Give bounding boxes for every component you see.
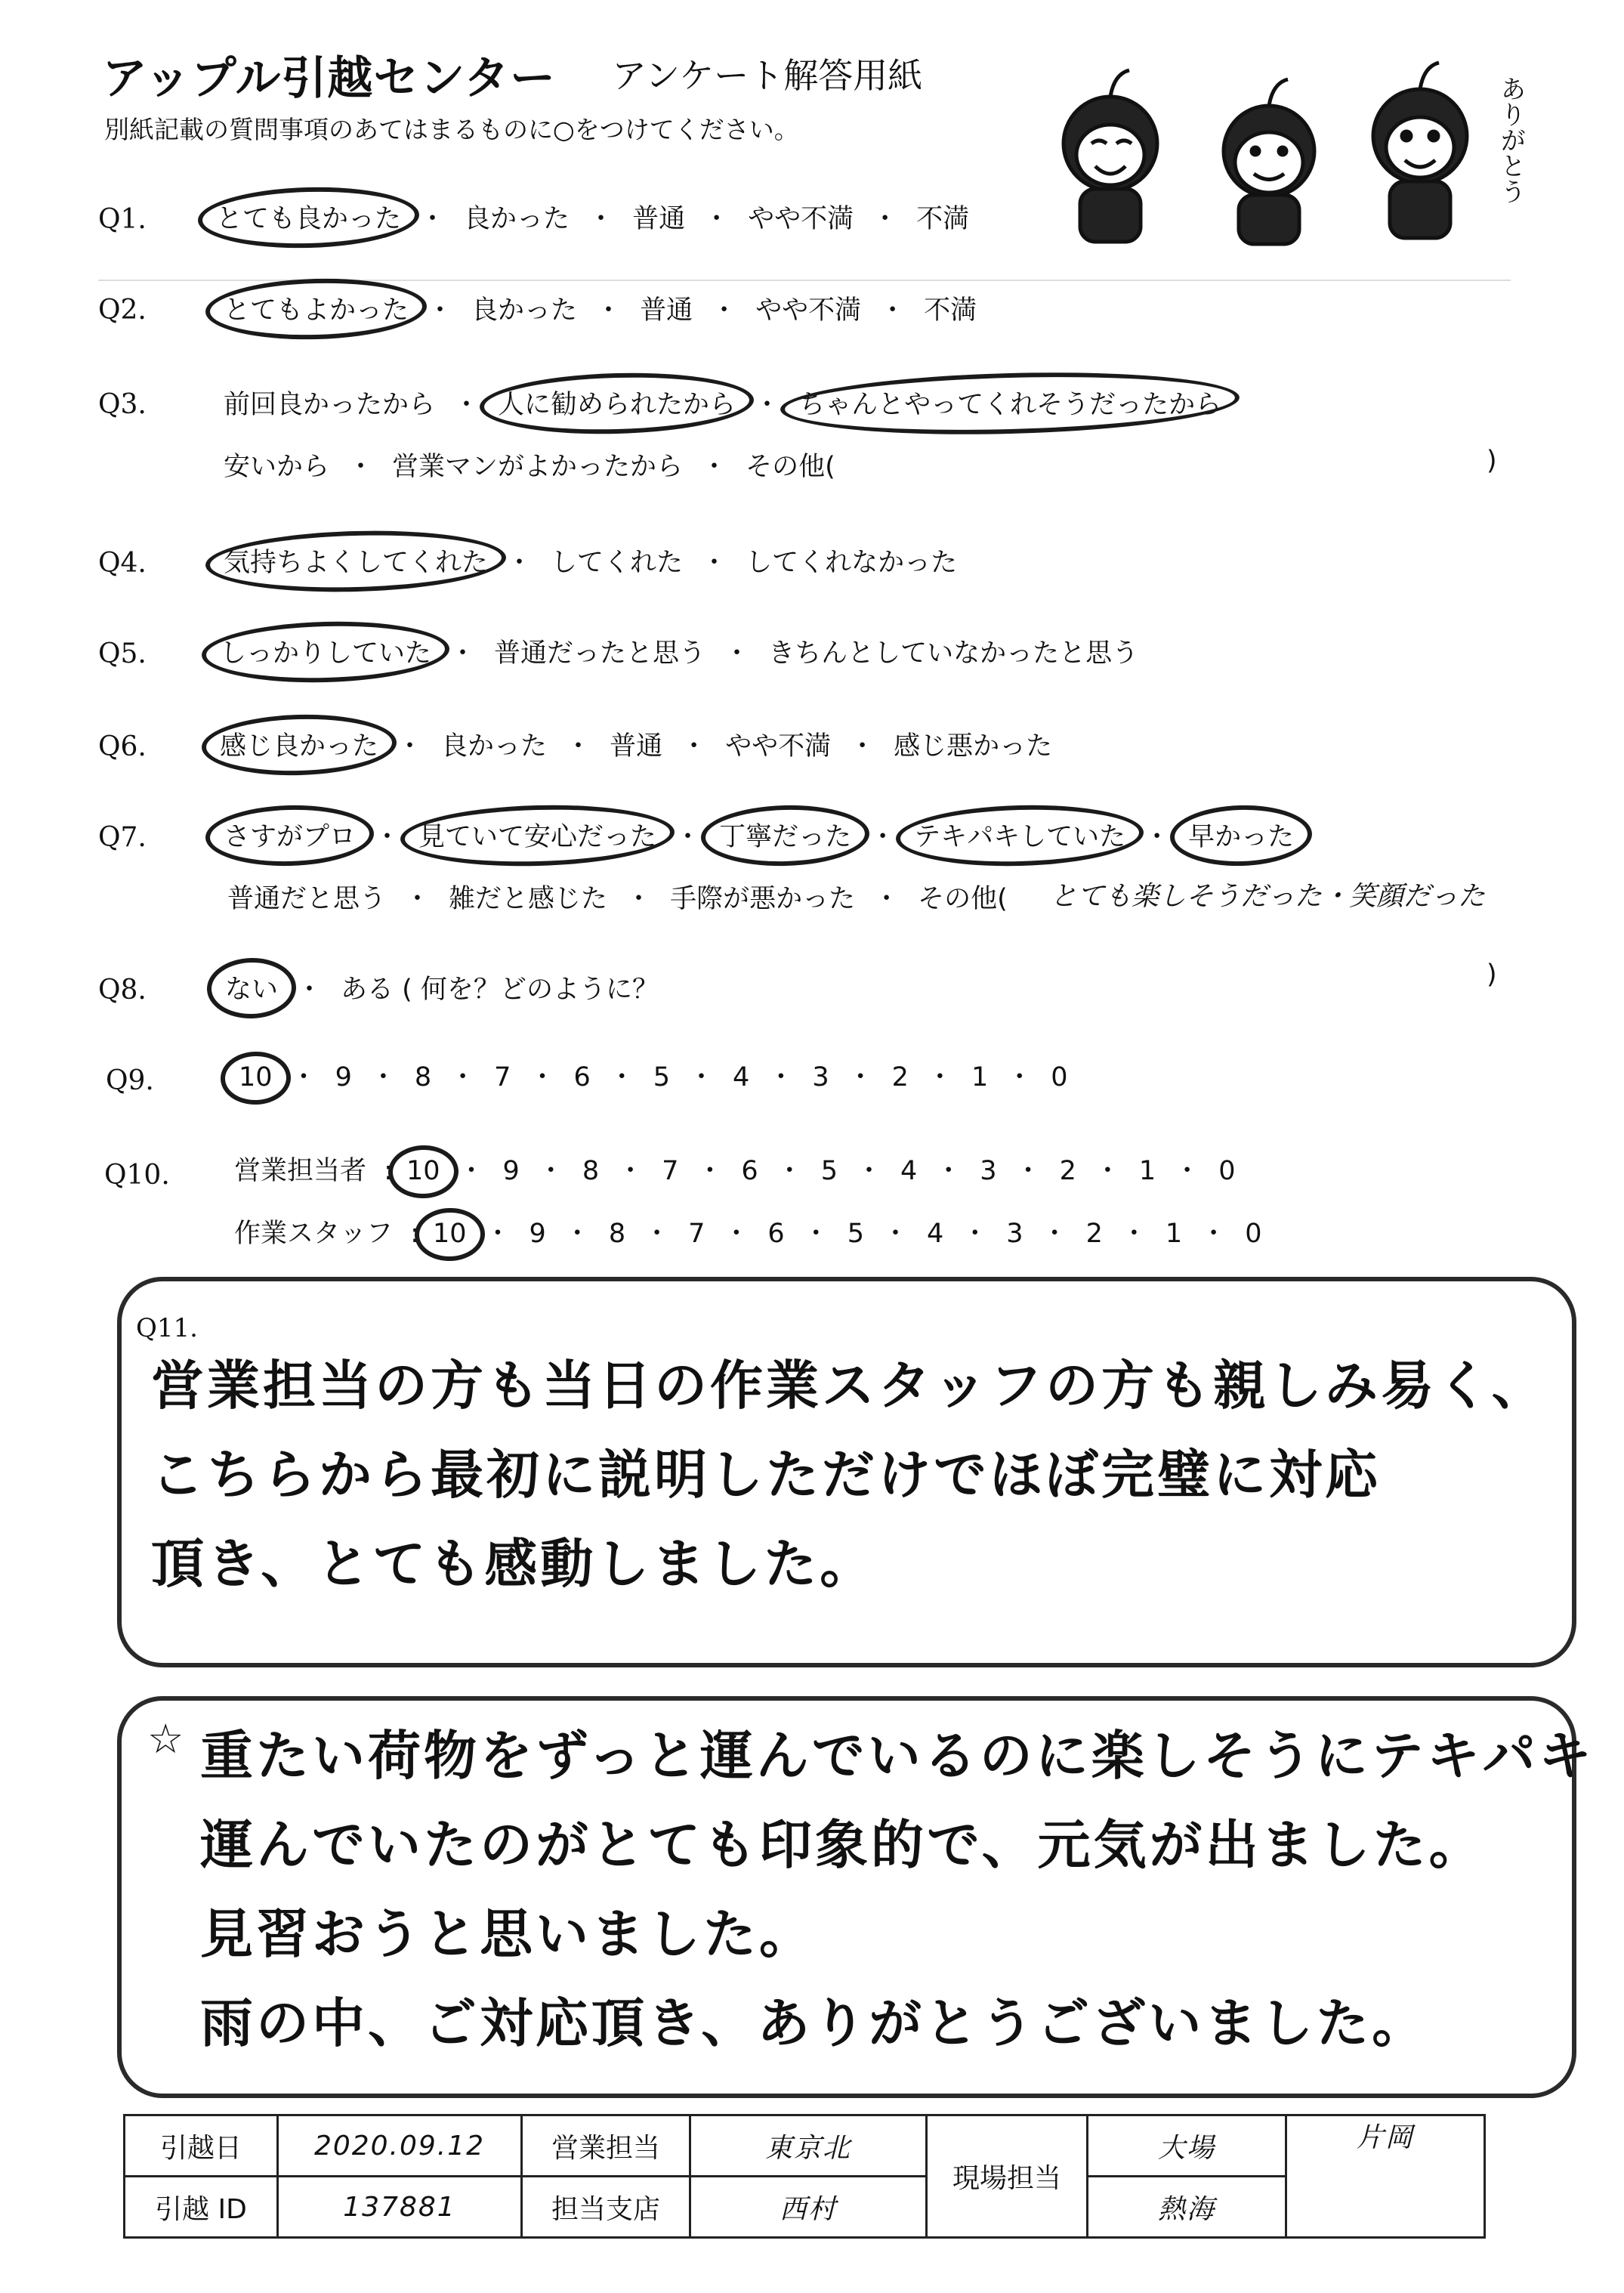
sales-rep-value[interactable]: 東京北 <box>690 2115 927 2177</box>
q7-option[interactable]: 手際が悪かった <box>670 884 856 914</box>
q3-option-other[interactable]: その他( <box>746 452 835 482</box>
q6-options: 感じ良かった ・ 良かった ・ 普通 ・ やや不満 ・ 感じ悪かった <box>215 725 1057 763</box>
q9-score[interactable]: 9 <box>335 1062 352 1092</box>
q3-option[interactable]: 前回良かったから <box>224 390 436 420</box>
q5-option[interactable]: しっかりしていた <box>215 632 436 670</box>
survey-company-title: アップル引越センター <box>102 52 556 105</box>
q2-option[interactable]: 普通 <box>640 295 693 326</box>
q10-staff-score[interactable]: 5 <box>847 1219 864 1249</box>
survey-instruction: 別紙記載の質問事項のあてはまるものに○をつけてください。 <box>104 115 799 144</box>
q2-option[interactable]: 不満 <box>924 295 977 326</box>
site-staff-label: 現場担当 <box>927 2115 1088 2238</box>
q5-label: Q5. <box>98 638 147 669</box>
q1-label: Q1. <box>98 204 147 235</box>
q7-option[interactable]: テキパキしていた <box>909 816 1130 854</box>
q7-handwritten-other: とても楽しそうだった・笑顔だった <box>1050 881 1486 912</box>
q10-colon: : <box>384 1156 393 1186</box>
star-icon: ☆ <box>147 1715 184 1763</box>
branch-value[interactable]: 西村 <box>690 2177 927 2238</box>
move-date-value[interactable]: 2020.09.12 <box>278 2115 522 2177</box>
q9-score[interactable]: 8 <box>414 1062 432 1092</box>
monkey-mascot-right <box>1373 63 1467 238</box>
q10-staff-score[interactable]: 6 <box>767 1219 785 1249</box>
q7-option[interactable]: 早かった <box>1184 816 1298 854</box>
q7-option[interactable]: 見ていて安心だった <box>414 816 661 854</box>
q4-label: Q4. <box>98 548 147 579</box>
q8-label: Q8. <box>98 975 147 1006</box>
q10-sales-score[interactable]: 7 <box>662 1156 679 1186</box>
q9-score[interactable]: 6 <box>573 1062 591 1092</box>
q10-staff-score[interactable]: 4 <box>927 1219 944 1249</box>
monkey-mascot-center <box>1224 79 1314 244</box>
q10-sales-score[interactable]: 2 <box>1059 1156 1076 1186</box>
q11-handwritten-comment: 営業担当の方も当日の作業スタッフの方も親しみ易く、 こちらから最初に説明しただけでほぼ完璧に対応 頂き、とても感動しました。 <box>151 1355 1548 1595</box>
q1-option[interactable]: やや不満 <box>748 204 854 234</box>
q9-score[interactable]: 5 <box>653 1062 671 1092</box>
q5-options: しっかりしていた ・ 普通だったと思う ・ きちんとしていなかったと思う <box>215 632 1143 670</box>
q8-options: ない ・ ある ( 何を？どのように？ <box>221 969 663 1006</box>
q10-row-staff: 作業スタッフ : 10 ・ 9 ・ 8 ・ 7 ・ 6 ・ 5 ・ 4 ・ 3 ・ 2 ・ 1 ・ 0 <box>234 1213 1266 1250</box>
q9-score[interactable]: 10 <box>234 1062 277 1092</box>
q10-sales-score[interactable]: 5 <box>820 1156 838 1186</box>
q7-option-other[interactable]: その他( <box>918 884 1008 914</box>
q3-option[interactable]: 人に勧められたから <box>493 384 740 422</box>
q8-option[interactable]: ない <box>221 969 283 1006</box>
q4-options: 気持ちよくしてくれた ・ してくれた ・ してくれなかった <box>219 542 962 579</box>
q10-staff-score[interactable]: 0 <box>1245 1219 1262 1249</box>
q3-options-line2: 安いから ・ 営業マンがよかったから ・ その他( <box>219 446 840 484</box>
q9-score[interactable]: 1 <box>971 1062 989 1092</box>
monkey-mascot-left <box>1064 70 1157 242</box>
q9-label: Q9. <box>106 1065 154 1096</box>
site-staff-name[interactable]: 熱海 <box>1088 2177 1286 2238</box>
q7-options-line2: 普通だと思う ・ 雑だと感じた ・ 手際が悪かった ・ その他( <box>223 878 1012 916</box>
q9-score[interactable]: 7 <box>494 1062 511 1092</box>
q10-staff-score[interactable]: 7 <box>688 1219 705 1249</box>
q10-staff-score[interactable]: 10 <box>428 1219 471 1249</box>
q9-score[interactable]: 0 <box>1051 1062 1068 1092</box>
branch-label: 担当支店 <box>522 2177 690 2238</box>
monkey-mascots-illustration <box>1027 30 1541 257</box>
q2-option[interactable]: 良かった <box>471 295 578 326</box>
q6-label: Q6. <box>98 731 147 762</box>
q9-score[interactable]: 4 <box>733 1062 750 1092</box>
q3-option[interactable]: ちゃんとやってくれそうだったから <box>794 384 1226 422</box>
q10-sales-score[interactable]: 4 <box>900 1156 918 1186</box>
move-info-table <box>123 2114 1486 2239</box>
q10-staff-score[interactable]: 1 <box>1165 1219 1183 1249</box>
q5-option[interactable]: きちんとしていなかったと思う <box>768 638 1139 669</box>
q10-staff-score[interactable]: 8 <box>608 1219 626 1249</box>
q7-option[interactable]: 雑だと感じた <box>449 884 608 914</box>
q4-option[interactable]: してくれなかった <box>746 548 958 578</box>
move-id-value[interactable]: 137881 <box>278 2177 522 2238</box>
q9-score[interactable]: 3 <box>812 1062 829 1092</box>
q8-option[interactable]: ある ( 何を？どのように？ <box>341 975 659 1005</box>
move-date-label: 引越日 <box>125 2115 278 2177</box>
q10-row-label: 作業スタッフ <box>234 1219 394 1249</box>
q9-score[interactable]: 2 <box>891 1062 909 1092</box>
q6-option[interactable]: 感じ悪かった <box>894 731 1053 762</box>
move-id-label: 引越 ID <box>125 2177 278 2238</box>
q10-sales-score[interactable]: 0 <box>1218 1156 1236 1186</box>
q2-label: Q2. <box>98 295 147 326</box>
q10-sales-score[interactable]: 6 <box>741 1156 758 1186</box>
q6-option[interactable]: やや不満 <box>725 731 832 762</box>
survey-form-subtitle: アンケート解答用紙 <box>612 55 923 96</box>
q4-option[interactable]: 気持ちよくしてくれた <box>219 542 492 579</box>
q3-option[interactable]: 営業マンがよかったから <box>392 452 684 482</box>
q7-options-line1: さすがプロ ・ 見ていて安心だった ・ 丁寧だった ・ テキパキしていた ・ 早かった <box>219 816 1298 854</box>
q10-sales-score[interactable]: 3 <box>980 1156 997 1186</box>
q6-option[interactable]: 感じ良かった <box>215 725 383 763</box>
q2-options: とてもよかった ・ 良かった ・ 普通 ・ やや不満 ・ 不満 <box>219 289 981 327</box>
site-staff-name[interactable]: 大場 <box>1088 2115 1286 2177</box>
q1-option[interactable]: 不満 <box>916 204 970 234</box>
site-staff-name[interactable]: 片岡 <box>1286 2115 1485 2238</box>
q2-option[interactable]: やや不満 <box>755 295 862 326</box>
q3-options-line1: 前回良かったから ・ 人に勧められたから ・ ちゃんとやってくれそうだったから <box>219 384 1226 422</box>
q10-sales-score[interactable]: 9 <box>502 1156 520 1186</box>
q9-scale: 10 ・ 9 ・ 8 ・ 7 ・ 6 ・ 5 ・ 4 ・ 3 ・ 2 ・ 1 ・ 0 <box>234 1056 1073 1094</box>
q6-option[interactable]: 普通 <box>610 731 663 762</box>
q10-staff-score[interactable]: 2 <box>1085 1219 1103 1249</box>
q4-option[interactable]: してくれた <box>551 548 684 578</box>
q7-option[interactable]: 普通だと思う <box>227 884 387 914</box>
q1-option[interactable]: 良かった <box>464 204 570 234</box>
q10-staff-score[interactable]: 9 <box>529 1219 546 1249</box>
q10-label: Q10. <box>104 1160 170 1191</box>
q10-row-label: 営業担当者 <box>234 1156 367 1186</box>
q1-option[interactable]: 普通 <box>632 204 686 234</box>
q10-sales-score[interactable]: 1 <box>1138 1156 1156 1186</box>
q2-option[interactable]: とてもよかった <box>219 289 413 327</box>
q10-sales-score[interactable]: 10 <box>402 1156 445 1186</box>
q6-option[interactable]: 良かった <box>441 731 548 762</box>
q3-option[interactable]: 安いから <box>224 452 330 482</box>
q3-label: Q3. <box>98 389 147 420</box>
q10-staff-score[interactable]: 3 <box>1006 1219 1023 1249</box>
q10-sales-score[interactable]: 8 <box>582 1156 600 1186</box>
q5-option[interactable]: 普通だったと思う <box>494 638 706 669</box>
sales-rep-label: 営業担当 <box>522 2115 690 2177</box>
mascot-thanks-text: ありがとう <box>1496 76 1526 204</box>
q8-close-paren: ) <box>1487 960 1497 990</box>
q10-colon: : <box>410 1219 419 1249</box>
q10-row-sales: 営業担当者 : 10 ・ 9 ・ 8 ・ 7 ・ 6 ・ 5 ・ 4 ・ 3 ・ 2 ・ 1 ・ 0 <box>234 1150 1240 1188</box>
q3-close-paren: ) <box>1487 446 1497 476</box>
q7-label: Q7. <box>98 822 147 853</box>
q7-option[interactable]: さすがプロ <box>219 816 360 854</box>
star-handwritten-comment: 重たい荷物をずっと運んでいるのに楽しそうにテキパキ 運んでいたのがとても印象的で、元気が出ました。 見習おうと思いました。 雨の中、ご対応頂き、ありがとうございました。 <box>200 1725 1595 2054</box>
q1-option[interactable]: とても良かった <box>211 198 406 236</box>
q7-option[interactable]: 丁寧だった <box>715 816 856 854</box>
q1-options: とても良かった ・ 良かった ・ 普通 ・ やや不満 ・ 不満 <box>211 198 974 236</box>
q11-label: Q11. <box>136 1313 198 1343</box>
